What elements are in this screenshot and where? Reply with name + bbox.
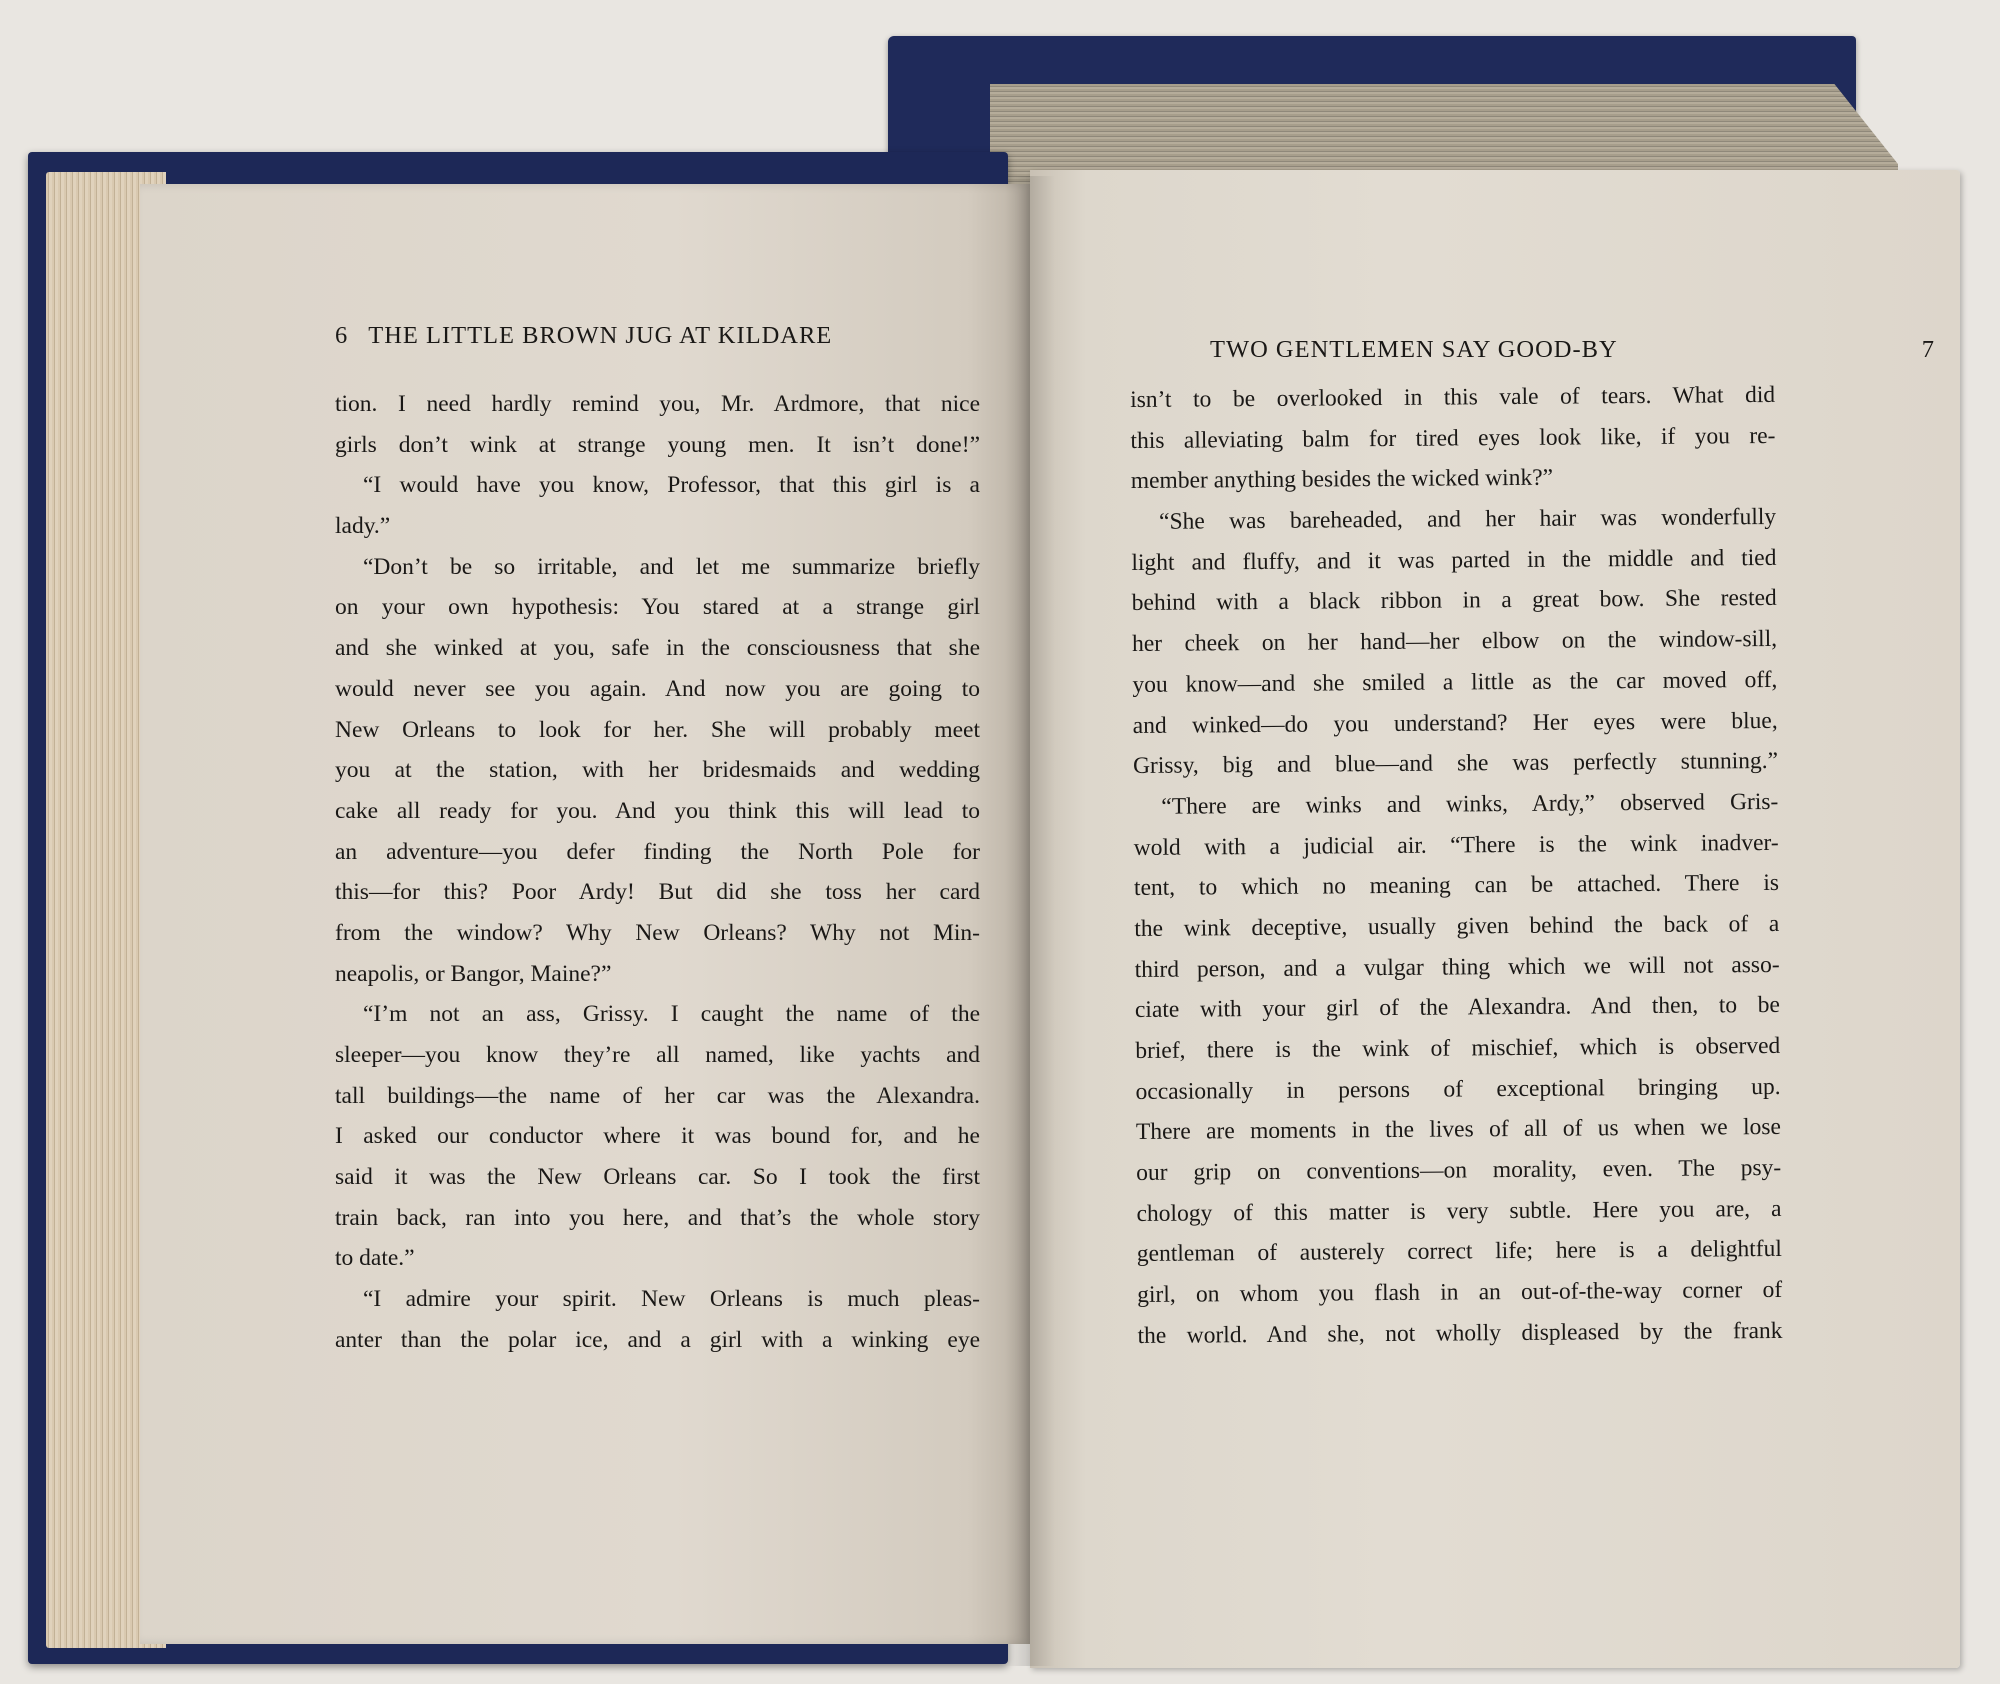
right-page-body (1130, 375, 1783, 1357)
text-line: There are moments in the lives of all of us when we lose (1135, 1114, 1781, 1146)
text-line: chology of this matter is very subtle. Here you are, a (1136, 1195, 1782, 1227)
text-line: and winked—do you understand? Her eyes were blue, (1132, 707, 1778, 739)
text-line: on your own hypothesis: You stared at a strange girl (335, 594, 980, 621)
text-line: New Orleans to look for her. She will probably meet (335, 716, 980, 743)
gutter-shadow (1005, 176, 1055, 1666)
page-block-edge (990, 84, 1898, 184)
text-line: behind with a black ribbon in a great bow. She rested (1131, 585, 1777, 617)
text-line: I asked our conductor where it was bound for, and he (335, 1123, 980, 1150)
text-line: Grissy, big and blue—and she was perfectly stunning.” (1132, 748, 1779, 780)
text-line: member anything besides the wicked wink?” (1130, 465, 1554, 495)
text-line: third person, and a vulgar thing which we will not asso- (1134, 951, 1780, 983)
right-page-number: 7 (1921, 336, 1935, 363)
text-line: said it was the New Orleans car. So I took the first (335, 1164, 980, 1191)
left-page (140, 184, 1030, 1644)
text-line: light and fluffy, and it was parted in the middle and tied (1131, 544, 1777, 576)
text-line: “Don’t be so irritable, and let me summarize briefly (363, 553, 980, 580)
text-line: cake all ready for you. And you think this will lead to (335, 797, 980, 824)
text-line: from the window? Why New Orleans? Why not Min- (335, 919, 980, 946)
text-line: girls don’t wink at strange young men. It isn’t done!” (335, 431, 980, 458)
text-line: the wink deceptive, usually given behind the back of a (1134, 910, 1780, 942)
text-line: her cheek on her hand—her elbow on the window-sill, (1131, 626, 1778, 658)
text-line: girl, on whom you flash in an out-of-the-way corner of (1137, 1277, 1783, 1309)
text-line: tion. I need hardly remind you, Mr. Ardmore, that nice (335, 391, 980, 417)
text-line: you know—and she smiled a little as the car moved off, (1132, 666, 1778, 698)
left-page-body (335, 384, 980, 1361)
text-line: this alleviating balm for tired eyes look like, if you re- (1130, 422, 1776, 454)
text-line: the world. And she, not wholly displeased by the frank (1137, 1317, 1783, 1349)
left-running-head (335, 322, 832, 350)
text-line: would never see you again. And now you are going to (335, 675, 980, 702)
text-line: train back, ran into you here, and that’s the whole story (335, 1204, 980, 1231)
text-line: wold with a judicial air. “There is the wink inadver- (1133, 829, 1779, 861)
text-line: isn’t to be overlooked in this vale of tears. What did (1130, 381, 1776, 413)
text-line: “There are winks and winks, Ardy,” observed Gris- (1161, 788, 1779, 820)
text-line: an adventure—you defer finding the North Pole for (335, 838, 980, 865)
text-line: sleeper—you know they’re all named, like yachts and (335, 1042, 980, 1068)
right-page (1030, 170, 1960, 1668)
left-page-number: 6 (335, 322, 349, 349)
text-line: neapolis, or Bangor, Maine?” (335, 960, 612, 987)
text-line: ciate with your girl of the Alexandra. And then, to be (1134, 992, 1781, 1024)
text-line: to date.” (335, 1245, 415, 1272)
text-line: tall buildings—the name of her car was the Alexandra. (335, 1082, 980, 1109)
text-line: anter than the polar ice, and a girl with a winking eye (335, 1326, 980, 1353)
text-line: our grip on conventions—on morality, even. The psy- (1136, 1154, 1782, 1187)
text-line: and she winked at you, safe in the consciousness that she (335, 635, 980, 662)
text-line: “I would have you know, Professor, that this girl is a (363, 472, 980, 499)
left-running-title: THE LITTLE BROWN JUG AT KILDARE (368, 322, 833, 349)
text-line: lady.” (335, 513, 391, 540)
text-line: “She was bareheaded, and her hair was wonderfully (1159, 503, 1777, 535)
text-line: “I admire your spirit. New Orleans is much pleas- (363, 1286, 980, 1313)
right-running-title: TWO GENTLEMEN SAY GOOD-BY (1210, 336, 1618, 363)
text-line: gentleman of austerely correct life; here is a delightful (1136, 1236, 1782, 1268)
text-line: this—for this? Poor Ardy! But did she toss her card (335, 879, 980, 906)
text-line: brief, there is the wink of mischief, which is observed (1135, 1032, 1781, 1064)
text-line: occasionally in persons of exceptional bringing up. (1135, 1073, 1781, 1105)
text-line: tent, to which no meaning can be attached. There is (1133, 870, 1780, 902)
text-line: you at the station, with her bridesmaids and wedding (335, 757, 980, 784)
text-line: “I’m not an ass, Grissy. I caught the name of the (363, 1001, 980, 1028)
